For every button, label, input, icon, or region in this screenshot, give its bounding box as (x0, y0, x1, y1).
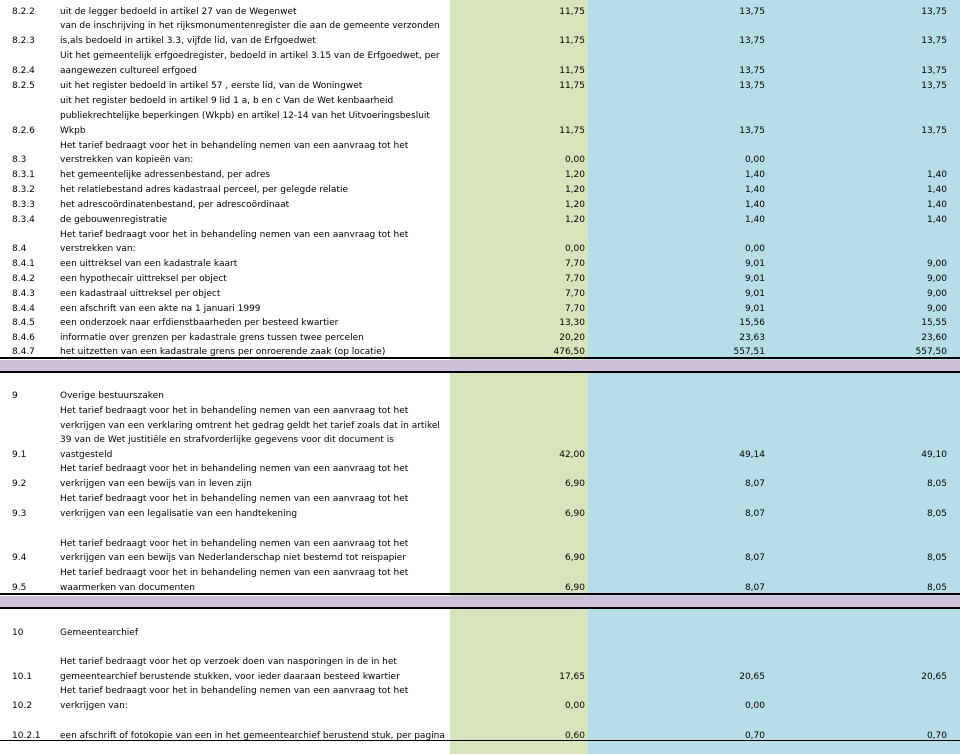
row-number: 10.1 (12, 672, 33, 682)
table-row (0, 507, 960, 522)
row-description: aangewezen cultureel erfgoed (60, 66, 197, 76)
value-column-2: 557,51 (733, 347, 765, 357)
row-description: de gebouwenregistratie (60, 215, 168, 225)
row-number: 8.3.3 (12, 200, 35, 210)
row-number: 8.2.2 (12, 7, 35, 17)
value-column-1: 11,75 (559, 126, 585, 136)
table-row (0, 404, 960, 419)
value-column-2: 15,56 (739, 318, 765, 328)
value-column-1: 17,65 (559, 672, 585, 682)
table-row (0, 79, 960, 94)
row-number: 8.3.4 (12, 215, 35, 225)
row-description: een uittreksel van een kadastrale kaart (60, 259, 238, 269)
table-row (0, 213, 960, 228)
value-column-1: 13,30 (559, 318, 585, 328)
value-column-2: 8,07 (744, 553, 765, 563)
row-description: Het tarief bedraagt voor het in behandeling nemen van een aanvraag tot het (60, 686, 409, 696)
value-column-1: 0,00 (564, 701, 585, 711)
value-column-2: 9,01 (744, 259, 765, 269)
row-description: verkrijgen van een verklaring omtrent het gedrag geldt het tarief zoals dat in artikel (60, 421, 440, 431)
row-number: 8.4 (12, 244, 27, 254)
table-row (0, 242, 960, 257)
row-number: 10 (12, 628, 24, 638)
table-row (0, 684, 960, 699)
row-description: verstrekken van kopieën van: (60, 155, 194, 165)
row-description: uit het register bedoeld in artikel 9 lid 1 a, b en c Van de Wet kenbaarheid (60, 96, 394, 106)
value-column-1: 7,70 (564, 259, 585, 269)
value-column-2: 13,75 (739, 7, 765, 17)
row-description: Het tarief bedraagt voor het in behandeling nemen van een aanvraag tot het (60, 539, 409, 549)
value-column-1: 11,75 (559, 7, 585, 17)
value-column-3: 9,00 (926, 289, 947, 299)
value-column-2: 0,70 (744, 731, 765, 741)
value-column-2: 1,40 (744, 170, 765, 180)
row-description: verstrekken van: (60, 244, 136, 254)
row-description: een afschrift of fotokopie van een in het gemeentearchief berustend stuk, per pagina (60, 731, 445, 741)
value-column-3: 13,75 (921, 36, 947, 46)
value-column-1: 7,70 (564, 289, 585, 299)
table-row (0, 94, 960, 109)
table-row (0, 228, 960, 243)
value-column-1: 0,60 (564, 731, 585, 741)
table-row (0, 477, 960, 492)
value-column-2: 9,01 (744, 289, 765, 299)
value-column-1: 0,00 (564, 244, 585, 254)
value-column-3: 13,75 (921, 7, 947, 17)
value-column-2: 8,07 (744, 509, 765, 519)
value-column-2: 13,75 (739, 81, 765, 91)
value-column-1: 6,90 (564, 479, 585, 489)
value-column-1: 476,50 (553, 347, 585, 357)
row-description: het uitzetten van een kadastrale grens per onroerende zaak (op locatie) (60, 347, 386, 357)
row-description: verkrijgen van een legalisatie van een handtekening (60, 509, 298, 519)
table-row (0, 316, 960, 331)
value-column-1: 6,90 (564, 509, 585, 519)
row-description: gemeentearchief berustende stukken, voor ieder daaraan besteed kwartier (60, 672, 400, 682)
table-row (0, 64, 960, 79)
table-row (0, 153, 960, 168)
table-row (0, 448, 960, 463)
row-number: 8.2.4 (12, 66, 35, 76)
value-column-2: 13,75 (739, 66, 765, 76)
row-number: 8.4.4 (12, 304, 35, 314)
table-row (0, 287, 960, 302)
value-column-3: 8,05 (926, 553, 947, 563)
table-row (0, 19, 960, 34)
value-column-1: 1,20 (564, 200, 585, 210)
table-row (0, 34, 960, 49)
value-column-1: 6,90 (564, 583, 585, 593)
row-description: Het tarief bedraagt voor het in behandeling nemen van een aanvraag tot het (60, 568, 409, 578)
table-row (0, 168, 960, 183)
value-column-1: 7,70 (564, 274, 585, 284)
table-row (0, 566, 960, 581)
row-number: 8.4.6 (12, 333, 35, 343)
value-column-2: 1,40 (744, 185, 765, 195)
row-description: een afschrift van een akte na 1 januari 1999 (60, 304, 261, 314)
value-column-2: 23,63 (739, 333, 765, 343)
value-column-3: 9,00 (926, 274, 947, 284)
row-description: vastgesteld (60, 450, 113, 460)
row-description: een kadastraal uittreksel per object (60, 289, 221, 299)
row-description: waarmerken van documenten (60, 583, 195, 593)
row-number: 10.2.1 (12, 731, 41, 741)
row-description: publiekrechtelijke beperkingen (Wkpb) en artikel 12-14 van het Uitvoeringsbesluit (60, 111, 430, 121)
value-column-1: 1,20 (564, 185, 585, 195)
value-column-1: 6,90 (564, 553, 585, 563)
value-column-2: 13,75 (739, 126, 765, 136)
table-row (0, 139, 960, 154)
table-row (0, 389, 960, 404)
row-number: 9.2 (12, 479, 27, 489)
value-column-1: 11,75 (559, 66, 585, 76)
row-description: verkrijgen van een bewijs van in leven zijn (60, 479, 252, 489)
value-column-2: 8,07 (744, 583, 765, 593)
row-description: Het tarief bedraagt voor het op verzoek doen van nasporingen in de in het (60, 657, 397, 667)
table-row (0, 49, 960, 64)
value-column-1: 42,00 (559, 450, 585, 460)
value-column-3: 13,75 (921, 81, 947, 91)
row-number: 8.3.1 (12, 170, 35, 180)
value-column-3: 49,10 (921, 450, 947, 460)
row-description: van de inschrijving in het rijksmonumentenregister die aan de gemeente verzonden (60, 21, 440, 31)
row-number: 8.2.5 (12, 81, 35, 91)
value-column-3: 13,75 (921, 126, 947, 136)
value-column-3: 20,65 (921, 672, 947, 682)
row-number: 9 (12, 391, 18, 401)
value-column-3: 8,05 (926, 583, 947, 593)
value-column-3: 557,50 (915, 347, 947, 357)
value-column-1: 20,20 (559, 333, 585, 343)
value-column-3: 8,05 (926, 509, 947, 519)
value-column-2: 1,40 (744, 200, 765, 210)
row-description: Het tarief bedraagt voor het in behandeling nemen van een aanvraag tot het (60, 406, 409, 416)
table-row (0, 433, 960, 448)
row-number: 9.1 (12, 450, 27, 460)
row-number: 9.4 (12, 553, 27, 563)
value-column-3: 1,40 (926, 170, 947, 180)
row-description: Het tarief bedraagt voor het in behandeling nemen van een aanvraag tot het (60, 494, 409, 504)
value-column-1: 1,20 (564, 215, 585, 225)
table-row (0, 302, 960, 317)
table-row (0, 729, 960, 744)
table-row (0, 492, 960, 507)
value-column-3: 15,55 (921, 318, 947, 328)
value-column-1: 7,70 (564, 304, 585, 314)
table-row (0, 272, 960, 287)
value-column-3: 1,40 (926, 200, 947, 210)
table-row (0, 109, 960, 124)
value-column-3: 9,00 (926, 304, 947, 314)
row-description: een onderzoek naar erfdienstbaarheden per besteed kwartier (60, 318, 339, 328)
value-column-2: 9,01 (744, 274, 765, 284)
table-row (0, 655, 960, 670)
table-row (0, 537, 960, 552)
value-column-3: 0,70 (926, 731, 947, 741)
row-description: is,als bedoeld in artikel 3.3, vijfde lid, van de Erfgoedwet (60, 36, 316, 46)
row-description: verkrijgen van: (60, 701, 128, 711)
row-number: 8.3.2 (12, 185, 35, 195)
table-row (0, 124, 960, 139)
table-row (0, 5, 960, 20)
row-description: Het tarief bedraagt voor het in behandeling nemen van een aanvraag tot het (60, 230, 409, 240)
row-description: Uit het gemeentelijk erfgoedregister, bedoeld in artikel 3.15 van de Erfgoedwet, per (60, 51, 440, 61)
value-column-3: 8,05 (926, 479, 947, 489)
value-column-1: 11,75 (559, 36, 585, 46)
table-row (0, 462, 960, 477)
value-column-2: 1,40 (744, 215, 765, 225)
value-column-2: 0,00 (744, 701, 765, 711)
table-row (0, 419, 960, 434)
row-description: het relatiebestand adres kadastraal perceel, per gelegde relatie (60, 185, 348, 195)
table-row (0, 670, 960, 685)
section-border-line (0, 371, 960, 373)
row-description: Gemeentearchief (60, 628, 138, 638)
row-description: Overige bestuurszaken (60, 391, 164, 401)
row-number: 9.3 (12, 509, 27, 519)
row-description: uit het register bedoeld in artikel 57 , eerste lid, van de Woningwet (60, 81, 363, 91)
value-column-2: 0,00 (744, 244, 765, 254)
row-number: 8.4.1 (12, 259, 35, 269)
value-column-3: 1,40 (926, 185, 947, 195)
table-row (0, 183, 960, 198)
row-description: Wkpb (60, 126, 86, 136)
row-description: het gemeentelijke adressenbestand, per adres (60, 170, 271, 180)
table-row (0, 198, 960, 213)
row-description: informatie over grenzen per kadastrale grens tussen twee percelen (60, 333, 364, 343)
value-column-1: 1,20 (564, 170, 585, 180)
table-row (0, 626, 960, 641)
row-number: 8.4.7 (12, 347, 35, 357)
value-column-2: 8,07 (744, 479, 765, 489)
table-row (0, 257, 960, 272)
row-description: Het tarief bedraagt voor het in behandeling nemen van een aanvraag tot het (60, 141, 409, 151)
value-column-3: 9,00 (926, 259, 947, 269)
table-row (0, 581, 960, 596)
row-description: het adrescoördinatenbestand, per adrescoördinaat (60, 200, 290, 210)
table-row (0, 699, 960, 714)
row-number: 9.5 (12, 583, 27, 593)
row-number: 8.4.2 (12, 274, 35, 284)
row-number: 8.3 (12, 155, 27, 165)
table-row (0, 551, 960, 566)
row-number: 8.2.3 (12, 36, 35, 46)
value-column-2: 0,00 (744, 155, 765, 165)
value-column-2: 9,01 (744, 304, 765, 314)
value-column-3: 1,40 (926, 215, 947, 225)
row-number: 10.2 (12, 701, 33, 711)
row-number: 8.2.6 (12, 126, 35, 136)
value-column-2: 49,14 (739, 450, 765, 460)
row-description: 39 van de Wet justitiële en strafvorderlijke gegevens voor dit document is (60, 435, 394, 445)
value-column-3: 13,75 (921, 66, 947, 76)
row-description: verkrijgen van een bewijs van Nederlanderschap niet bestemd tot reispapier (60, 553, 407, 563)
table-row (0, 331, 960, 346)
row-description: Het tarief bedraagt voor het in behandeling nemen van een aanvraag tot het (60, 464, 409, 474)
table-row (0, 345, 960, 360)
value-column-2: 13,75 (739, 36, 765, 46)
row-description: uit de legger bedoeld in artikel 27 van de Wegenwet (60, 7, 297, 17)
value-column-1: 0,00 (564, 155, 585, 165)
value-column-1: 11,75 (559, 81, 585, 91)
value-column-3: 23,60 (921, 333, 947, 343)
row-number: 8.4.5 (12, 318, 35, 328)
section-border-line (0, 607, 960, 609)
value-column-2: 20,65 (739, 672, 765, 682)
row-number: 8.4.3 (12, 289, 35, 299)
row-description: een hypothecair uittreksel per object (60, 274, 227, 284)
